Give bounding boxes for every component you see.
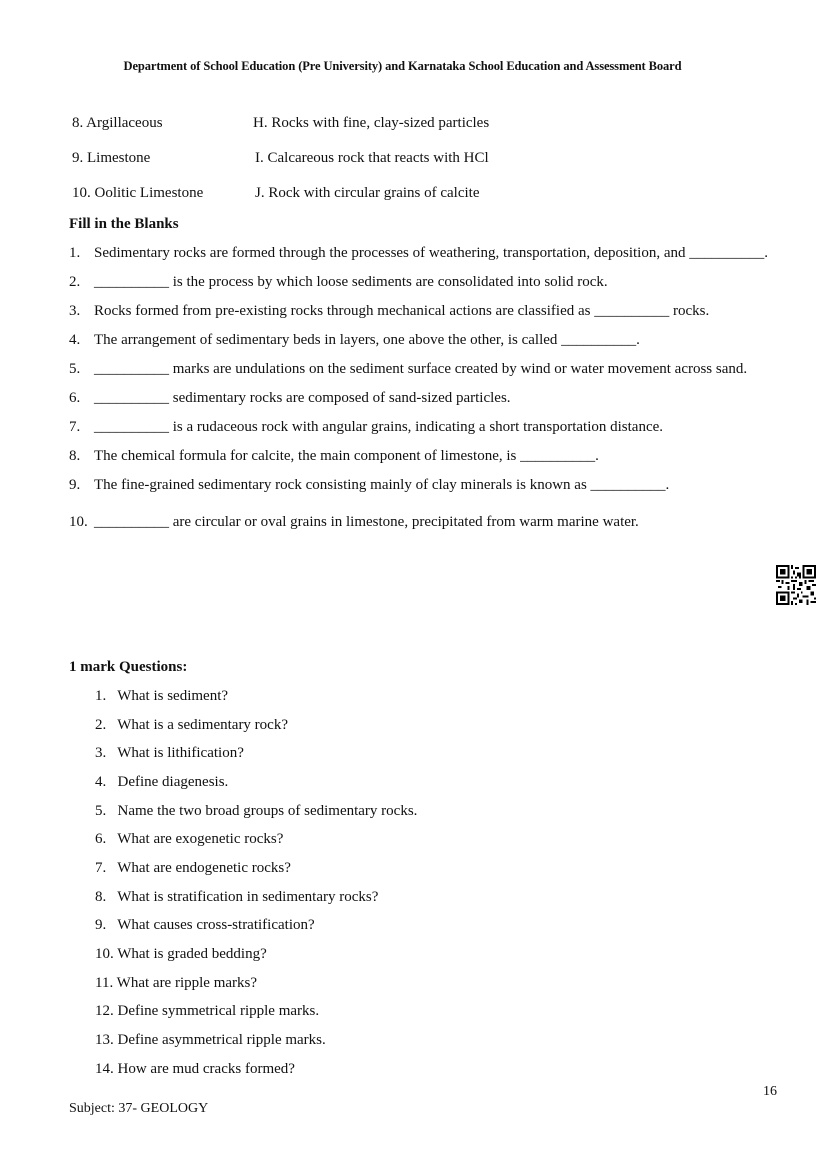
item-number: 10. — [69, 514, 88, 530]
list-item: 7. What are endogenetic rocks? — [95, 860, 291, 876]
list-item: 8. What is stratification in sedimentary rocks? — [95, 889, 379, 905]
list-item — [69, 355, 769, 384]
item-number: 4. — [69, 332, 81, 348]
item-number: 5. — [69, 361, 81, 377]
list-item — [69, 442, 769, 471]
list-item — [69, 508, 769, 537]
item-text: __________ are circular or oval grains in limestone, precipitated from warm marine water. — [94, 514, 639, 530]
item-text: __________ is the process by which loose sediments are consolidated into solid rock. — [94, 274, 608, 290]
list-item: 10. What is graded bedding? — [95, 946, 267, 962]
list-item — [69, 239, 769, 268]
list-item: 3. What is lithification? — [95, 745, 244, 761]
item-text: __________ marks are undulations on the sediment surface created by wind or water movement across sand. — [94, 361, 748, 377]
item-text: The chemical formula for calcite, the main component of limestone, is __________. — [94, 448, 599, 464]
page-header: Department of School Education (Pre University) and Karnataka School Education and Assessment Board — [123, 59, 682, 73]
match-right: J. Rock with circular grains of calcite — [255, 185, 480, 201]
item-text: Rocks formed from pre-existing rocks through mechanical actions are classified as __________ rocks. — [94, 303, 710, 319]
match-left: 8. Argillaceous — [72, 115, 163, 131]
item-number: 7. — [69, 419, 81, 435]
item-text: __________ is a rudaceous rock with angular grains, indicating a short transportation distance. — [94, 419, 664, 435]
list-item — [69, 268, 769, 297]
item-text: __________ sedimentary rocks are composed of sand-sized particles. — [94, 390, 511, 406]
list-item: 12. Define symmetrical ripple marks. — [95, 1003, 320, 1019]
fill-blanks-heading: Fill in the Blanks — [69, 216, 179, 232]
list-item: 1. What is sediment? — [95, 688, 229, 704]
list-item — [69, 413, 769, 442]
list-item: 2. What is a sedimentary rock? — [95, 717, 288, 733]
match-right: H. Rocks with fine, clay-sized particles — [253, 115, 490, 131]
item-number: 2. — [69, 274, 81, 290]
list-item: 4. Define diagenesis. — [95, 774, 229, 790]
match-left: 10. Oolitic Limestone — [72, 185, 204, 201]
item-number: 6. — [69, 390, 81, 406]
match-left: 9. Limestone — [72, 150, 151, 166]
list-item — [69, 297, 769, 326]
list-item: 9. What causes cross-stratification? — [95, 917, 315, 933]
item-number: 1. — [69, 245, 81, 261]
list-item: 14. How are mud cracks formed? — [95, 1061, 295, 1077]
list-item: 6. What are exogenetic rocks? — [95, 831, 284, 847]
list-item — [69, 384, 769, 413]
item-number: 9. — [69, 477, 81, 493]
item-number: 3. — [69, 303, 81, 319]
item-text: The fine-grained sedimentary rock consisting mainly of clay minerals is known as __________. — [94, 477, 670, 493]
list-item: 13. Define asymmetrical ripple marks. — [95, 1032, 326, 1048]
page-number: 16 — [763, 1084, 777, 1099]
footer-subject: Subject: 37- GEOLOGY — [69, 1101, 209, 1116]
list-item — [69, 326, 769, 355]
item-number: 8. — [69, 448, 81, 464]
fill-blanks-list — [69, 239, 769, 537]
qr-code-icon — [776, 565, 816, 605]
list-item — [69, 471, 769, 500]
item-text: Sedimentary rocks are formed through the processes of weathering, transportation, deposition, and __________. — [94, 245, 768, 261]
item-text: The arrangement of sedimentary beds in layers, one above the other, is called __________. — [94, 332, 640, 348]
one-mark-heading: 1 mark Questions: — [69, 659, 188, 675]
list-item: 11. What are ripple marks? — [95, 975, 258, 991]
match-right: I. Calcareous rock that reacts with HCl — [255, 150, 489, 166]
list-item: 5. Name the two broad groups of sedimentary rocks. — [95, 803, 418, 819]
